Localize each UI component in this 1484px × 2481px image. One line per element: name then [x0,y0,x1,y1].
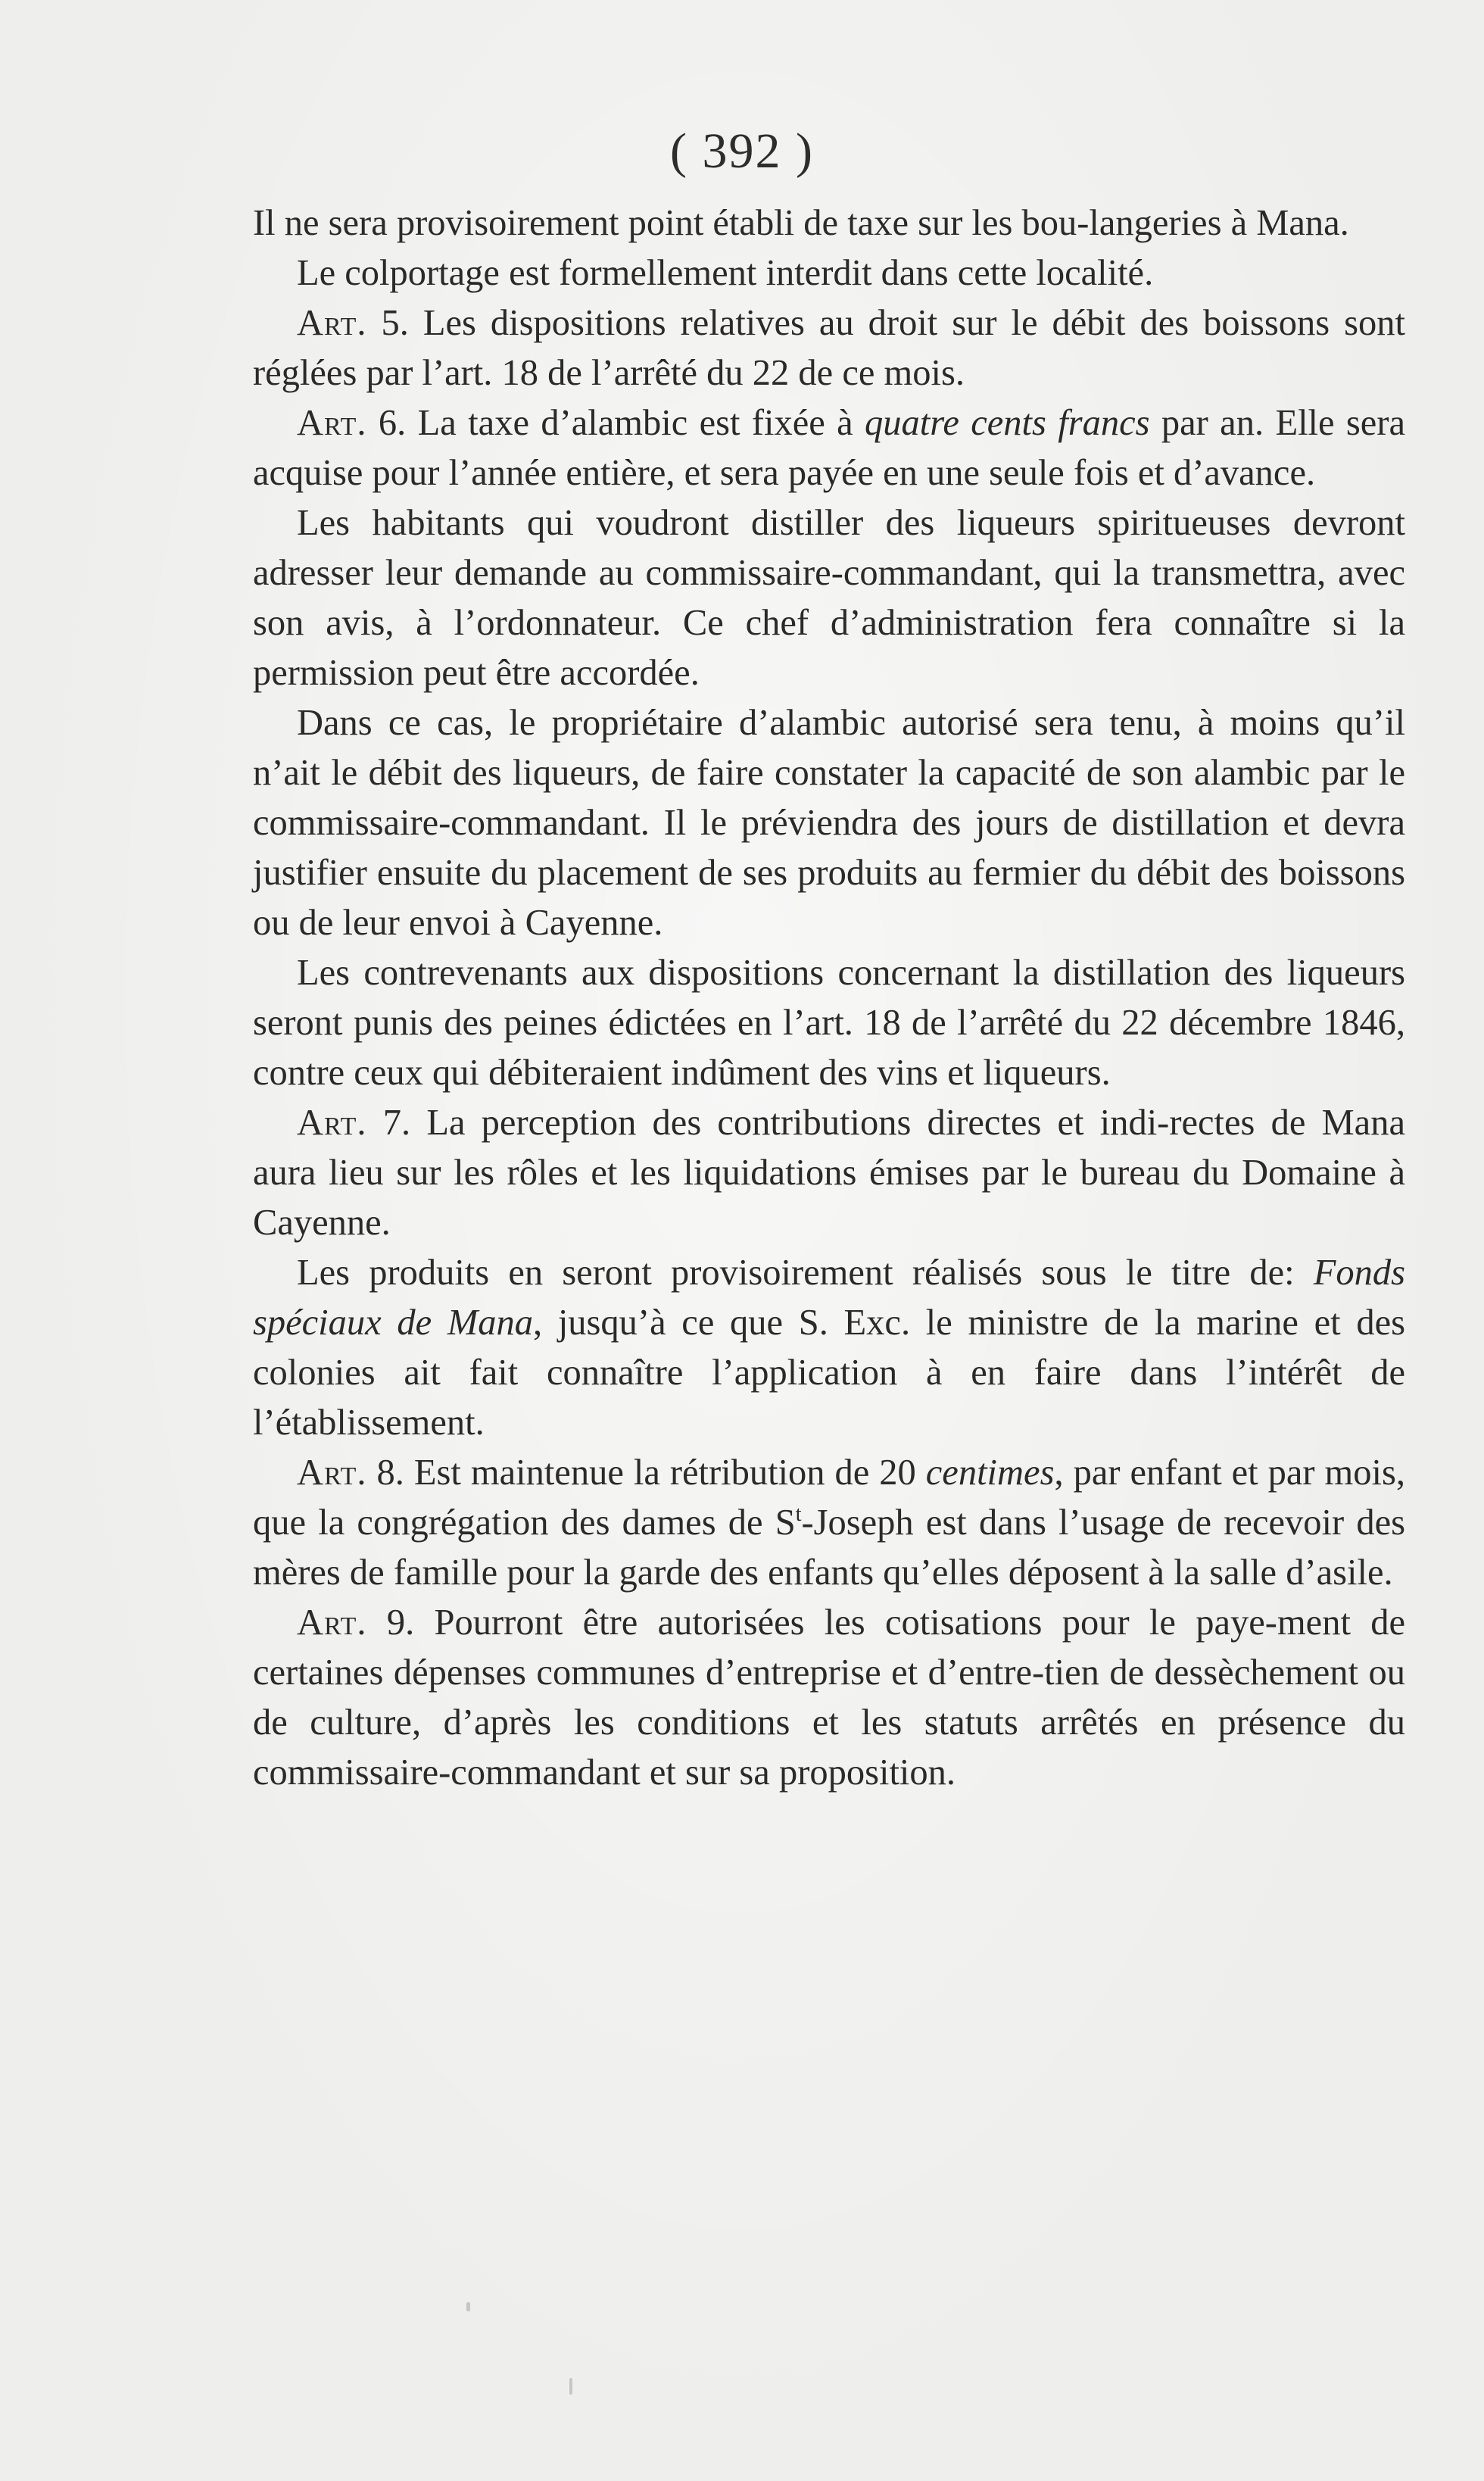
paragraph-9 [253,1248,1405,1448]
paragraph-4-article-6 [253,398,1405,498]
paragraph-9-run-1: Les produits en seront provisoirement réalisés sous le titre de: [297,1253,1314,1293]
article-label: Art. [297,403,367,443]
italic-phrase: centimes [925,1453,1055,1493]
paragraph-3-run-2: 5. Les dispositions relatives au droit sur le débit des boissons sont réglées par l’art. 18 de l’arrêté du 22 de ce mois. [253,303,1405,393]
paragraph-5 [253,498,1405,698]
paragraph-8-article-7 [253,1098,1405,1248]
paragraph-1-run-1: Il ne sera provisoirement point établi de taxe sur les bou-langeries à Mana. [253,203,1349,243]
paragraph-10-run-6: -Joseph est dans l’usage de recevoir des mères de famille pour la garde des enfants qu’elles déposent à la salle d’asile. [253,1503,1405,1593]
paragraph-4-run-4: par an. Elle sera acquise pour l’année entière, et sera payée en une seule fois et d’avance. [253,403,1405,493]
body-text [253,198,1405,1798]
paragraph-10-run-2: 8. Est maintenue la rétribution de 20 [366,1453,926,1493]
article-label: Art. [297,303,367,343]
article-label: Art. [297,1103,367,1143]
paragraph-10-article-8 [253,1448,1405,1598]
paragraph-3-article-5 [253,298,1405,398]
paragraph-5-run-1: Les habitants qui voudront distiller des liqueurs spiritueuses devront adresser leur demande au commissaire-commandant, qui la transmettra, avec son avis, à l’ordonnateur. Ce chef d’administration fera connaître si la permission peut être accordée. [253,503,1405,693]
paragraph-6 [253,698,1405,948]
paragraph-11-run-2: 9. Pourront être autorisées les cotisations pour le paye-ment de certaines dépenses communes d’entreprise et d’entre-tien de dessèchement ou de culture, d’après les conditions et les statuts arrêtés en présence du commissaire-commandant et sur sa proposition. [253,1603,1405,1793]
paragraph-7-run-1: Les contrevenants aux dispositions concernant la distillation des liqueurs seront punis des peines édictées en l’art. 18 de l’arrêté du 22 décembre 1846, contre ceux qui débiteraient indûment des vins et liqueurs. [253,953,1405,1093]
paragraph-2 [253,248,1405,298]
paragraph-8-run-2: 7. La perception des contributions directes et indi-rectes de Mana aura lieu sur les rôles et les liquidations émises par le bureau du Domaine à Cayenne. [253,1103,1405,1243]
paper-blemish [466,2302,470,2311]
paragraph-7 [253,948,1405,1098]
page-number: ( 392 ) [670,123,814,179]
paragraph-2-run-1: Le colportage est formellement interdit dans cette localité. [297,253,1154,293]
paragraph-9-run-3: , jusqu’à ce que S. Exc. le ministre de la marine et des colonies ait fait connaître l’application à en faire dans l’intérêt de l’établissement. [253,1303,1405,1443]
paragraph-1 [253,198,1405,248]
italic-phrase: quatre cents francs [865,403,1150,443]
paragraph-6-run-1: Dans ce cas, le propriétaire d’alambic autorisé sera tenu, à moins qu’il n’ait le débit des liqueurs, de faire constater la capacité de son alambic par le commissaire-commandant. Il le préviendra des jours de distillation et devra justifier ensuite du placement de ses produits au fermier du débit des boissons ou de leur envoi à Cayenne. [253,703,1405,943]
article-label: Art. [297,1603,367,1643]
paragraph-11-article-9 [253,1598,1405,1798]
italic-phrase: Fonds spéciaux de Mana [253,1253,1405,1343]
paragraph-4-run-2: 6. La taxe d’alambic est fixée à [366,403,865,443]
paragraph-10-run-4: , par enfant et par mois, que la congrégation des dames de S [253,1453,1405,1543]
superscript: t [795,1503,802,1526]
paper-blemish [569,2378,572,2395]
article-label: Art. [297,1453,367,1493]
